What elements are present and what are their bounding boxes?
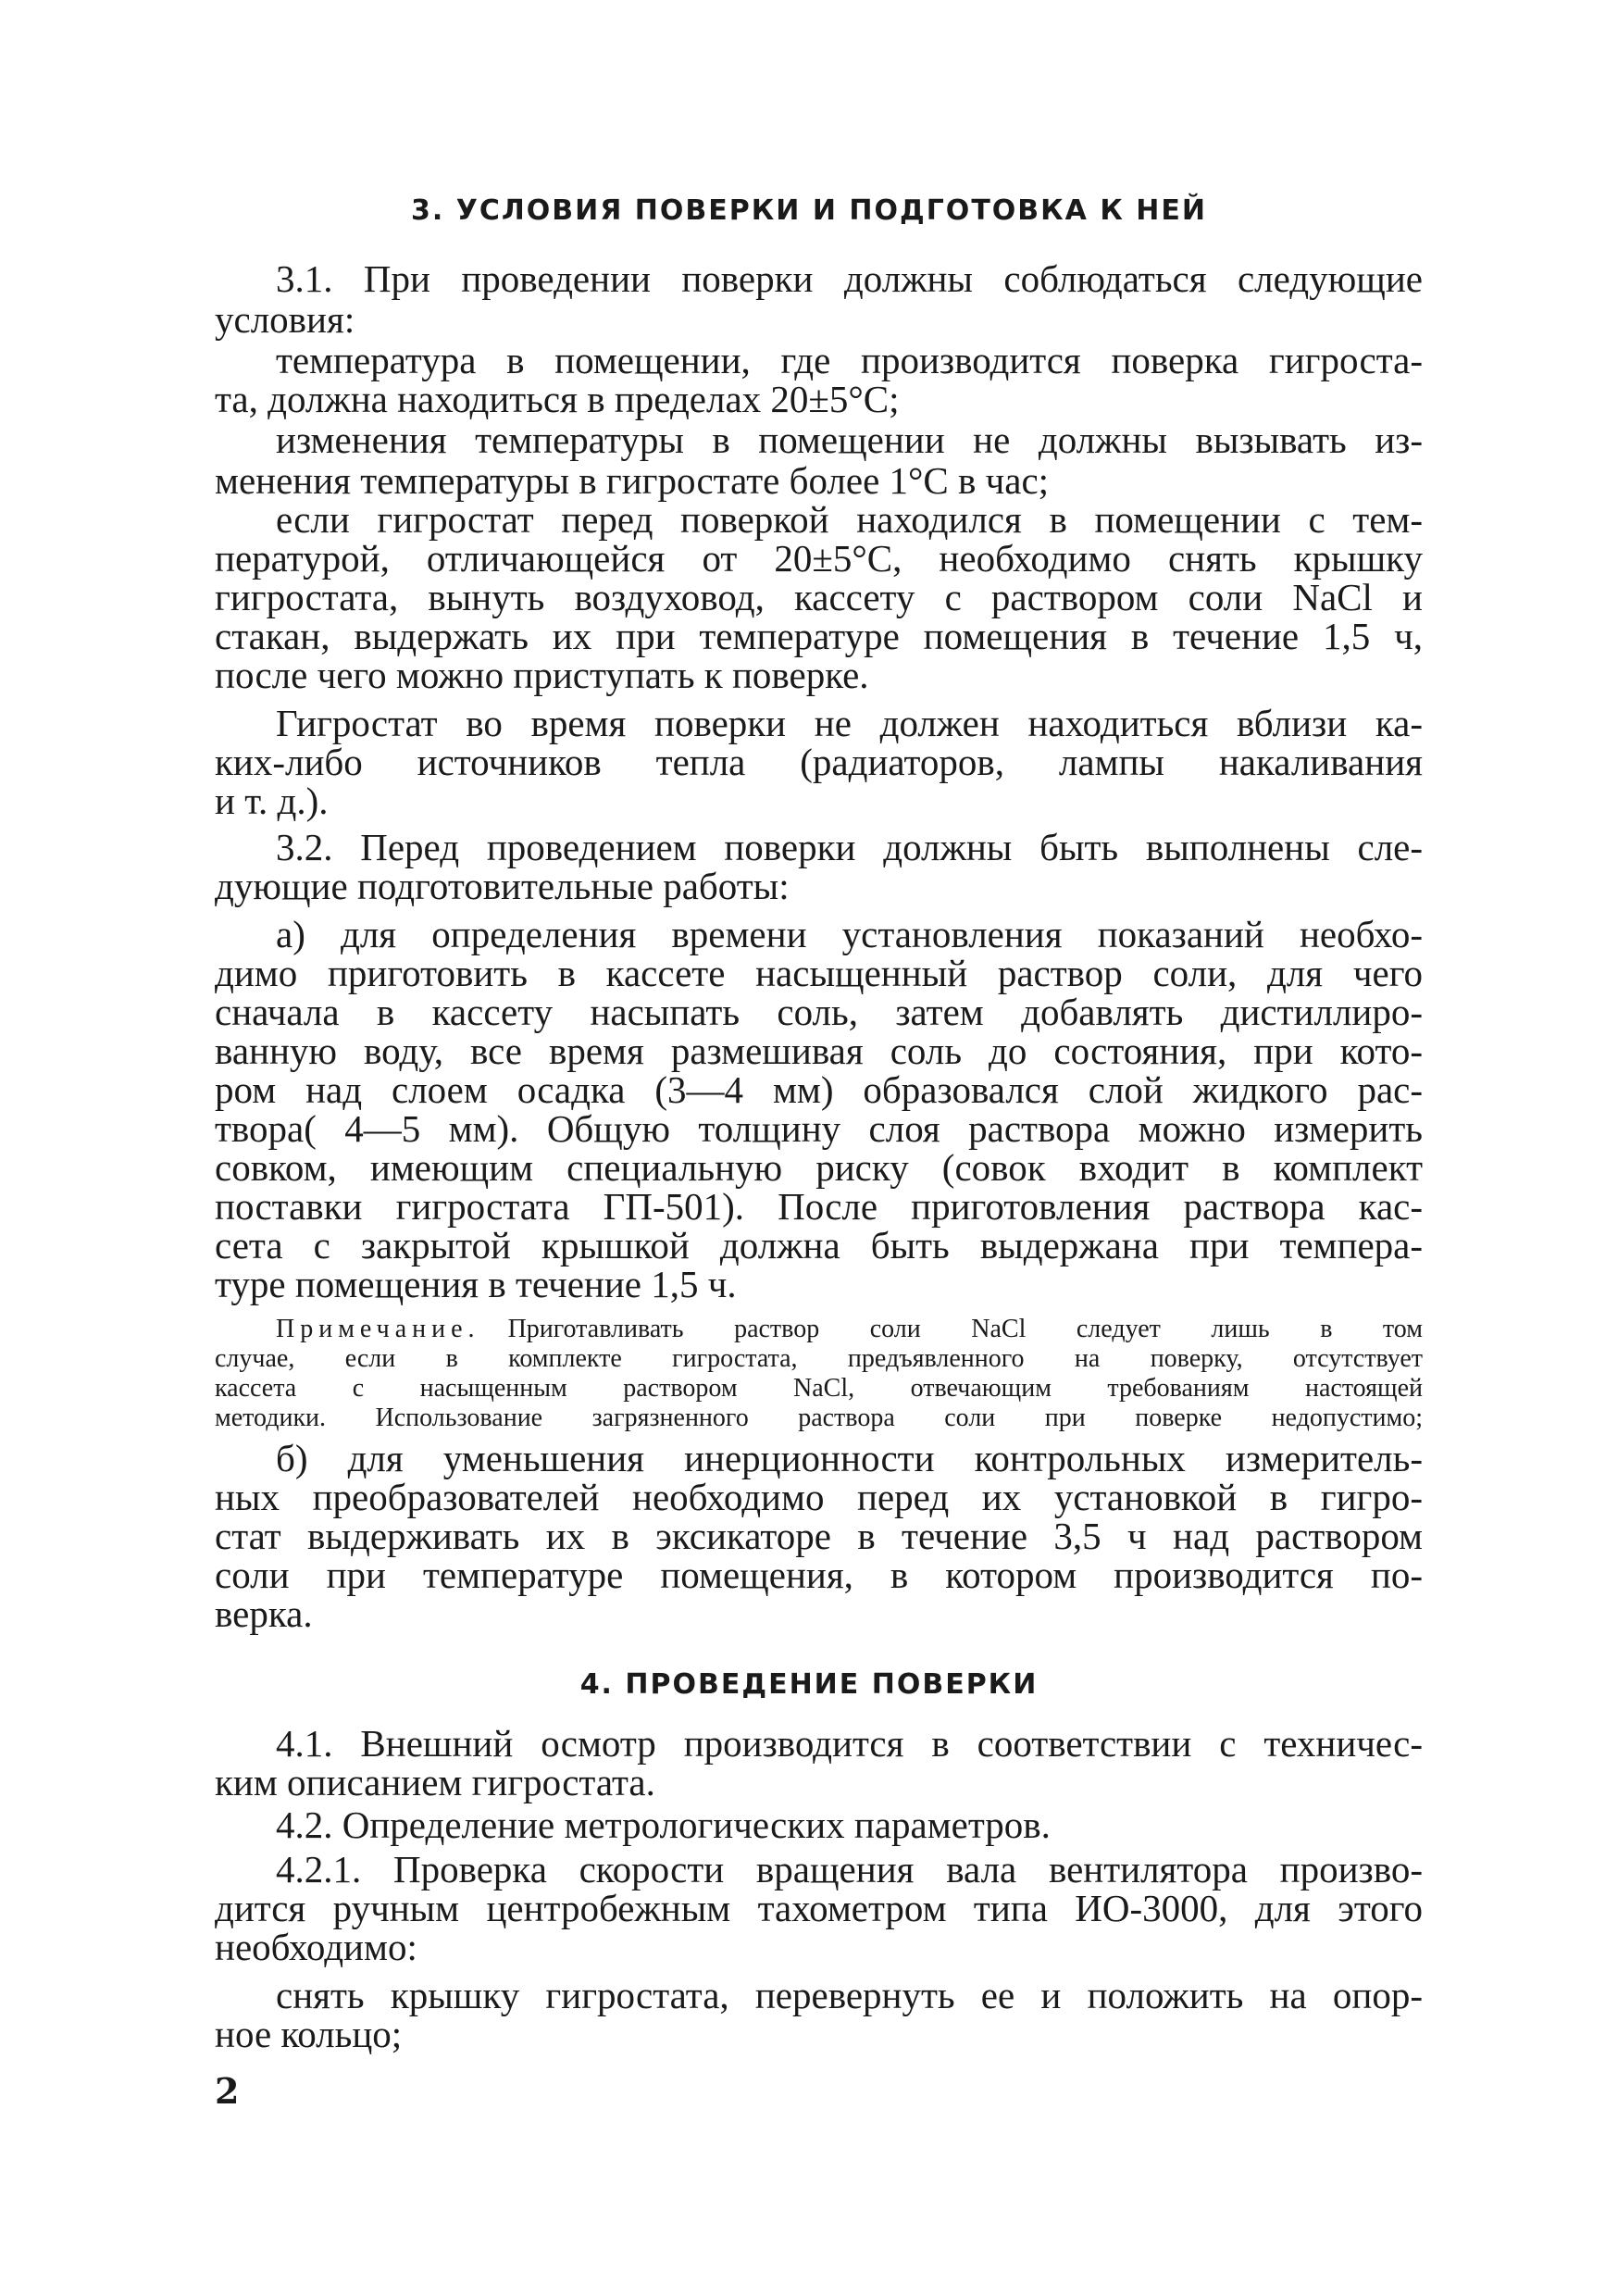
text-line: пературой, отличающейся от 20±5°С, необходимо снять крышку — [215, 537, 1423, 580]
section-3-heading: 3. УСЛОВИЯ ПОВЕРКИ И ПОДГОТОВКА К НЕЙ — [410, 194, 1208, 227]
text-line: ким описанием гигростата. — [215, 1761, 655, 1803]
note-label: Примечание. — [276, 1315, 480, 1343]
text-line: совком, имеющим специальную риску (совок входит в комплект — [215, 1146, 1423, 1189]
text-line: если гигростат перед поверкой находился в помещении с тем- — [276, 498, 1423, 541]
text-line: ких-либо источников тепла (радиаторов, лампы накаливания — [215, 741, 1423, 783]
text-line: гигростата, вынуть воздуховод, кассету с раствором соли NaCl и — [215, 576, 1423, 618]
section-4-heading: 4. ПРОВЕДЕНИЕ ПОВЕРКИ — [579, 1668, 1039, 1701]
text-line: условия: — [215, 298, 355, 341]
text-line: после чего можно приступать к поверке. — [215, 654, 869, 696]
text-line: туре помещения в течение 1,5 ч. — [215, 1263, 737, 1305]
text-line: а) для определения времени установления показаний необхо- — [276, 913, 1423, 955]
text-line: стакан, выдержать их при температуре помещения в течение 1,5 ч, — [215, 615, 1423, 657]
text-line: твора( 4—5 мм). Общую толщину слоя раствора можно измерить — [215, 1107, 1423, 1150]
text-line: ром над слоем осадка (3—4 мм) образовался слой жидкого рас- — [215, 1068, 1423, 1111]
text-line: сначала в кассету насыпать соль, затем добавлять дистиллиро- — [215, 991, 1423, 1033]
text-line: дующие подготовительные работы: — [215, 865, 790, 907]
text-line: Гигростат во время поверки не должен находиться вблизи ка- — [276, 702, 1423, 744]
text-line: б) для уменьшения инерционности контрольных измеритель- — [276, 1437, 1423, 1479]
text-line: 4.2.1. Проверка скорости вращения вала вентилятора произво- — [276, 1848, 1423, 1890]
text-line: температура в помещении, где производится поверка гигроста- — [276, 339, 1423, 381]
note-line: случае, если в комплекте гигростата, предъявленного на поверку, отсутствует — [215, 1344, 1423, 1373]
text-line: ных преобразователей необходимо перед их установкой в гигро- — [215, 1476, 1423, 1518]
text-line: необходимо: — [215, 1926, 417, 1968]
text-line: 3.1. При проведении поверки должны соблюдаться следующие — [276, 257, 1423, 300]
text-line: 3.2. Перед проведением поверки должны быть выполнены сле- — [276, 826, 1423, 868]
text-line: 4.2. Определение метрологических параметров. — [276, 1803, 1051, 1846]
text-line: изменения температуры в помещении не должны вызывать из- — [276, 418, 1423, 461]
text-line: и т. д.). — [215, 780, 329, 822]
text-line: стат выдерживать их в эксикаторе в течение 3,5 ч над раствором — [215, 1515, 1423, 1557]
text-line: соли при температуре помещения, в котором производится по- — [215, 1554, 1423, 1596]
text-line: менения температуры в гигростате более 1°С в час; — [215, 459, 1050, 502]
note-text: Приготавливать раствор соли NaCl следует лишь в том — [507, 1315, 1423, 1343]
text-line: 4.1. Внешний осмотр производится в соответствии с техничес- — [276, 1722, 1423, 1765]
text-line: дится ручным центробежным тахометром типа ИО-3000, для этого — [215, 1887, 1423, 1929]
text-line: поставки гигростата ГП-501). После приготовления раствора кас- — [215, 1185, 1423, 1228]
text-line: снять крышку гигростата, перевернуть ее и положить на опор- — [276, 1974, 1423, 2016]
text-line: верка. — [215, 1592, 313, 1635]
text-line: ванную воду, все время размешивая соль до состояния, при кото- — [215, 1029, 1423, 1072]
note-line: кассета с насыщенным раствором NaCl, отвечающим требованиям настоящей — [215, 1374, 1423, 1403]
page-number: 2 — [215, 2070, 240, 2112]
text-line: ное кольцо; — [215, 2013, 403, 2055]
text-line: та, должна находиться в пределах 20±5°С; — [215, 378, 900, 420]
text-line: димо приготовить в кассете насыщенный раствор соли, для чего — [215, 952, 1423, 994]
text-line: сета с закрытой крышкой должна быть выдержана при темпера- — [215, 1224, 1423, 1267]
note-line: методики. Использование загрязненного раствора соли при поверке недопустимо; — [215, 1404, 1423, 1432]
note-line — [276, 1315, 1423, 1343]
